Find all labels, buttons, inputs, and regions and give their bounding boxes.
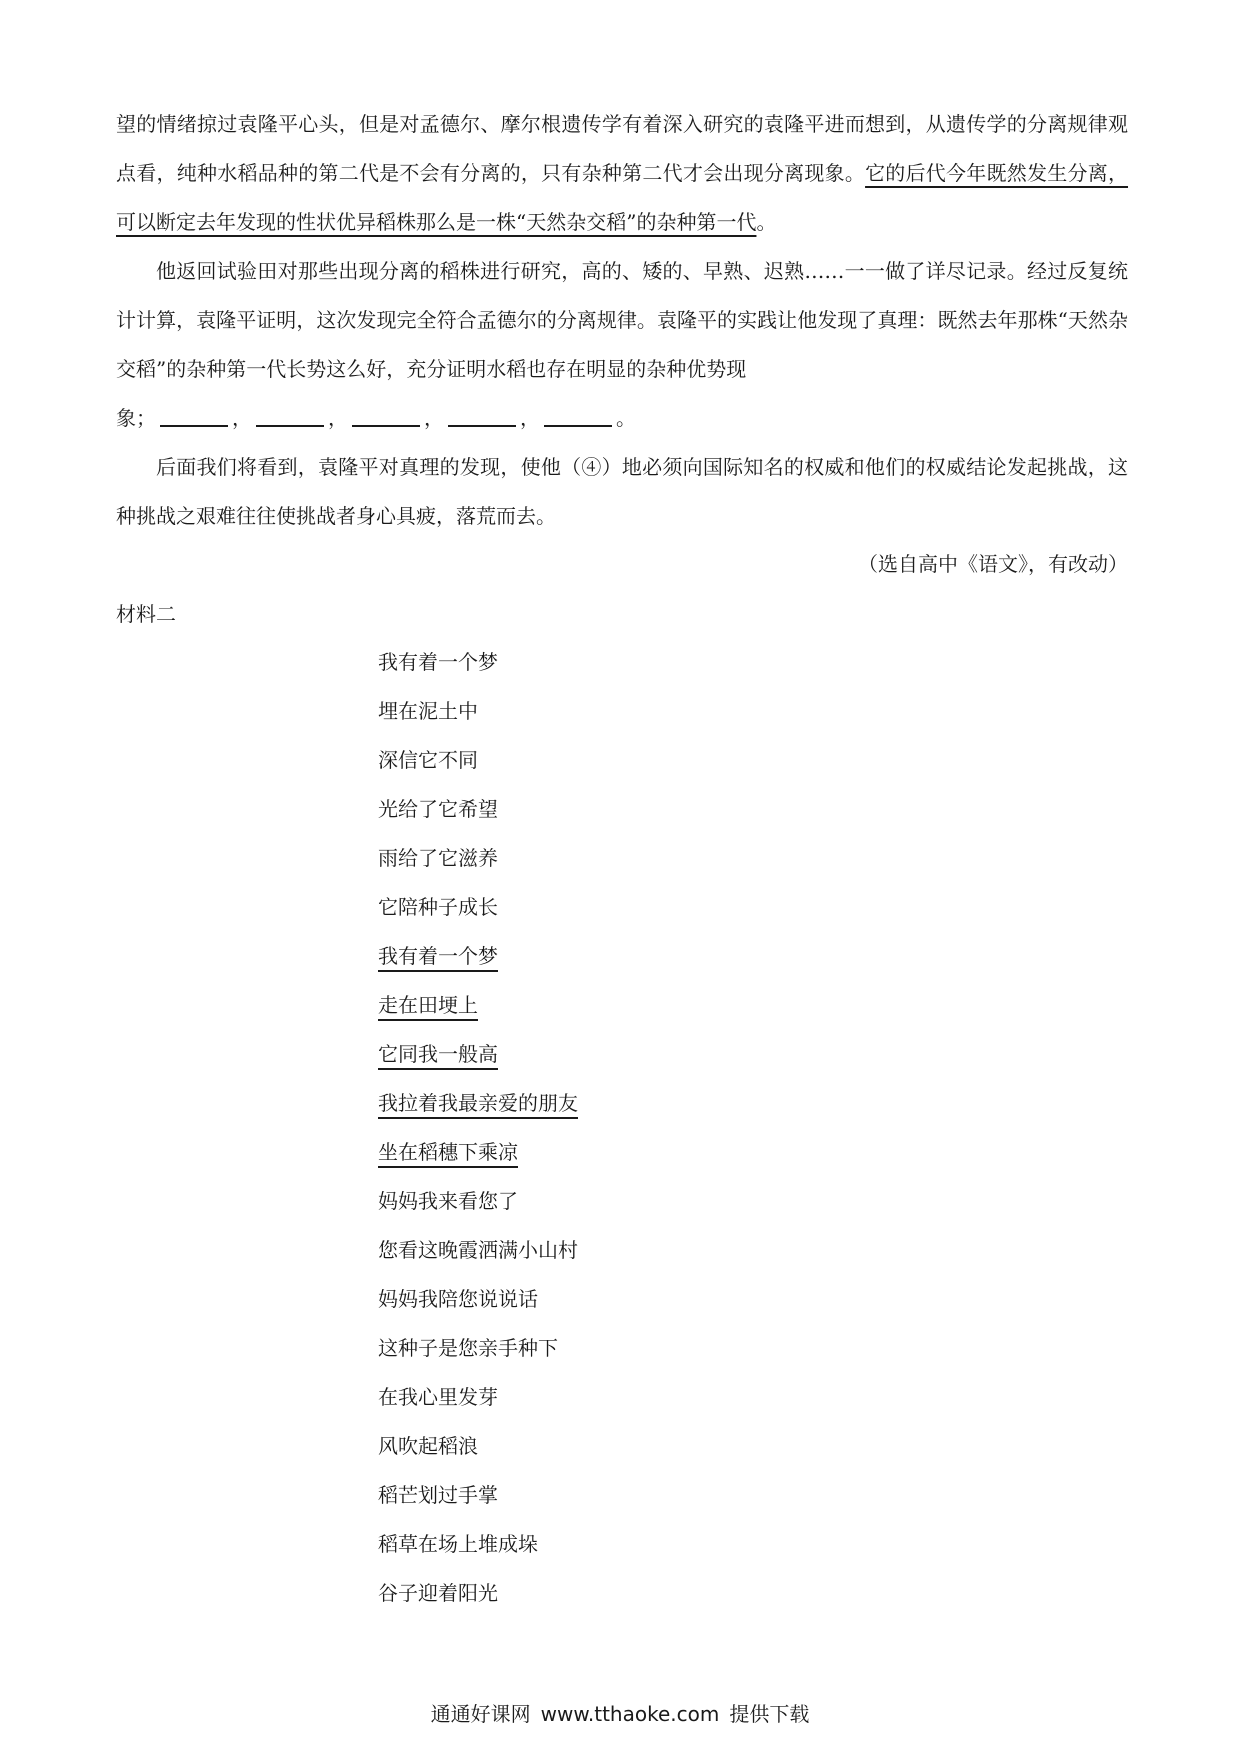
material-2-heading: 材料二 — [116, 602, 176, 626]
poem-line-underlined: 坐在稻穗下乘凉 — [378, 1140, 518, 1164]
poem-line: 在我心里发芽 — [378, 1385, 498, 1409]
poem-line: 深信它不同 — [378, 748, 478, 772]
fill-blank — [448, 405, 516, 427]
paragraph-1-text: 望的情绪掠过袁隆平心头，但是对孟德尔、摩尔根遗传学有着深入研究的袁隆平进而想到，从遗传学的分离规律观点看，纯种水稻品种的第二代是不会有分离的，只有杂种第二代才会出现分离现象。 — [116, 112, 1128, 185]
paragraph-4 — [116, 443, 1128, 541]
underlined-sentence: 它的后代今年既然发生分离，可以断定去年发现的性状优异稻株那么是一株“天然杂交稻”的杂种第一代 — [116, 161, 1129, 234]
paragraph-3-blanks: 象； ， ， ， ， 。 — [116, 406, 636, 430]
paragraph-2-text: 他返回试验田对那些出现分离的稻株进行研究，高的、矮的、早熟、迟熟……一一做了详尽记录。经过反复统计计算，袁隆平证明，这次发现完全符合孟德尔的分离规律。袁隆平的实践让他发现了真理：既然去年那株“天然杂交稻”的杂种第一代长势这么好，充分证明水稻也存在明显的杂种优势现 — [116, 259, 1128, 381]
paragraph-1: 望的情绪掠过袁隆平心头，但是对孟德尔、摩尔根遗传学有着深入研究的袁隆平进而想到，从遗传学的分离规律观点看，纯种水稻品种的第二代是不会有分离的，只有杂种第二代才会出现分离现象。它的后代今年既然发生分离，可以断定去年发现的性状优异稻株那么是一株“天然杂交稻”的杂种第一代。 — [116, 112, 1129, 234]
poem-line-underlined: 它同我一般高 — [378, 1042, 498, 1066]
poem-line: 它陪种子成长 — [378, 895, 498, 919]
footer-note: 提供下载 — [729, 1702, 810, 1726]
poem-line: 妈妈我来看您了 — [378, 1189, 518, 1213]
poem-line: 我有着一个梦 — [378, 650, 498, 674]
poem-line: 雨给了它滋养 — [378, 846, 498, 870]
poem-line: 稻草在场上堆成垛 — [378, 1532, 538, 1556]
footer-url[interactable]: www.tthaoke.com — [540, 1702, 720, 1726]
page-footer — [0, 1698, 1240, 1727]
paragraph-2 — [116, 247, 1128, 394]
fill-blank — [352, 405, 420, 427]
poem — [378, 638, 578, 1618]
poem-line-underlined: 走在田埂上 — [378, 993, 478, 1017]
passage-text — [116, 100, 1128, 541]
fill-blank — [256, 405, 324, 427]
poem-line: 埋在泥土中 — [378, 699, 478, 723]
poem-line-underlined: 我拉着我最亲爱的朋友 — [378, 1091, 578, 1115]
paragraph-4-text: 后面我们将看到，袁隆平对真理的发现，使他（④）地必须向国际知名的权威和他们的权威结论发起挑战，这种挑战之艰难往往使挑战者身心具疲，落荒而去。 — [116, 455, 1128, 528]
poem-line: 风吹起稻浪 — [378, 1434, 478, 1458]
poem-line: 谷子迎着阳光 — [378, 1581, 498, 1605]
poem-line: 您看这晚霞洒满小山村 — [378, 1238, 578, 1262]
poem-line: 妈妈我陪您说说话 — [378, 1287, 538, 1311]
poem-line: 光给了它希望 — [378, 797, 498, 821]
footer-site-name: 通通好课网 — [430, 1702, 531, 1726]
fill-blank — [160, 405, 228, 427]
fill-blank — [544, 405, 612, 427]
poem-line: 这种子是您亲手种下 — [378, 1336, 558, 1360]
poem-line-underlined: 我有着一个梦 — [378, 944, 498, 968]
poem-line: 稻芒划过手掌 — [378, 1483, 498, 1507]
source-note: （选自高中《语文》，有改动） — [858, 552, 1128, 576]
